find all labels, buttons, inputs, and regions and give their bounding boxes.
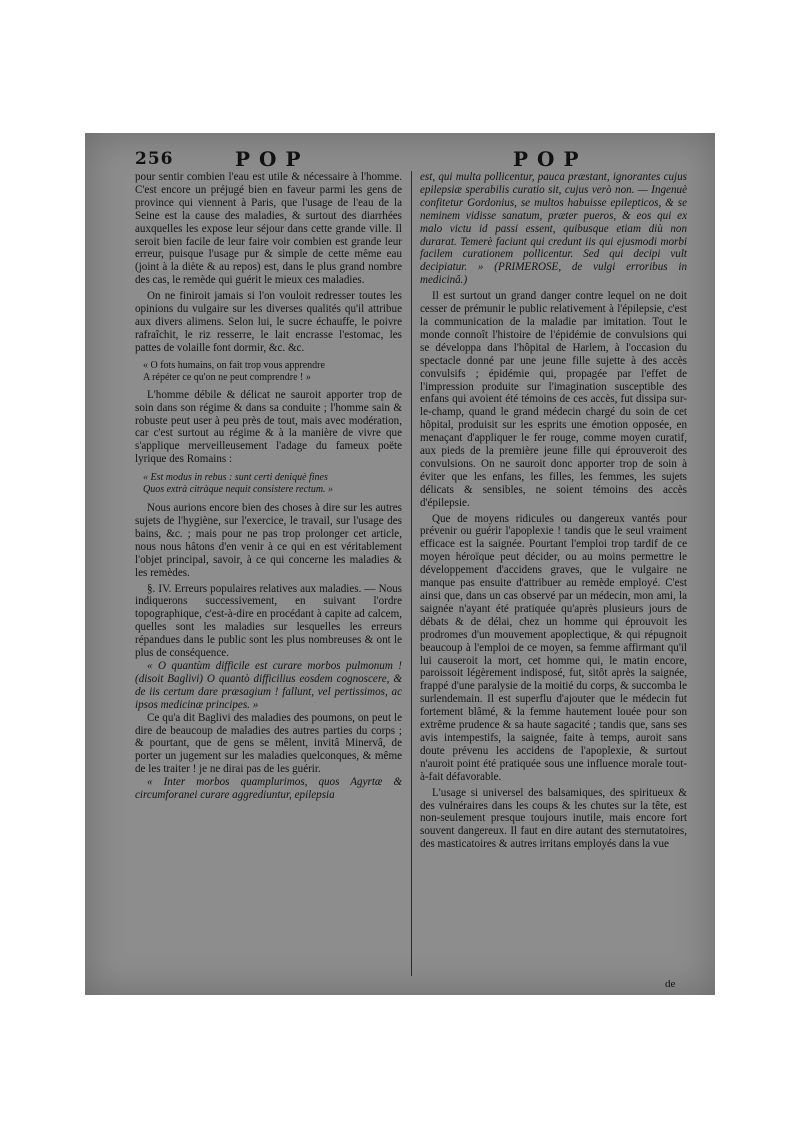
right-column bbox=[420, 171, 687, 851]
verse-line: « O fots humains, on fait trop vous apprendre bbox=[143, 359, 325, 371]
paragraph: Que de moyens ridicules ou dangereux vantés pour prévenir ou guérir l'apoplexie ! tandis que le seul vraiment efficace est la saignée. Pourtant l'emploi trop tardif de ce moyen héroïque peut décider, ou au moins permettre le développement d'accidens graves, que le vulgaire ne manque pas ensuite d'attribuer au remède employé. C'est ainsi que, dans un cas observé par un médecin, mon ami, la saignée n'ayant été pratiquée qu'après plusieurs jours de débats & de délai, chez un homme qui éprouvoit les prodromes d'un mouvement apoplectique, & qui répugnoit beaucoup à l'emploi de ce moyen, sa femme affirmant qu'il lui causeroit la mort, cet homme qui, le matin encore, paroissoit légèrement indisposé, fut, sitôt après la saignée, frappé d'une paralysie de la moitié du corps, & succomba le surlendemain. Il est superflu d'ajouter que le médecin fut fortement blâmé, & la femme hautement louée pour son extrême prudence & sa haute sagacité ; tandis que, sans ses avis intempestifs, la saignée, faite à temps, auroit sans doute prévenu les accidens de l'apoplexie, & surtout n'auroit point été pratiquée sous une influence morale tout-à-fait défavorable. bbox=[420, 512, 687, 783]
verse-line: Quos extrà citràque nequit consistere rectum. » bbox=[143, 484, 334, 496]
paragraph: pour sentir combien l'eau est utile & nécessaire à l'homme. C'est encore un préjugé bien en faveur parmi les gens de province qui viennent à Paris, que l'usage de l'eau de la Seine est la cause des maladies, & surtout des diarrhées auxquelles les expose leur séjour dans cette grande ville. Il seroit bien facile de leur faire voir combien est grande leur erreur, puisque l'usage pur & simple de cette même eau (joint à la diète & au repos) est, dans le plus grand nombre des cas, le remède qui guérit le mieux ces maladies. bbox=[135, 171, 402, 287]
verse-quote bbox=[143, 472, 402, 496]
paragraph: L'homme débile & délicat ne sauroit apporter trop de soin dans son régime & dans sa conduite ; l'homme sain & robuste peut user à peu près de tout, mais avec modération, car c'est surtout au régime & à la manière de vivre que s'applique merveilleusement l'adage du fameux poëte lyrique des Romains : bbox=[135, 388, 402, 466]
paragraph: On ne finiroit jamais si l'on vouloit redresser toutes les opinions du vulgaire sur les diverses qualités qu'il attribue aux divers alimens. Selon lui, le sucre échauffe, le poivre rafraîchit, le riz resserre, le lait encrasse l'estomac, les pattes de volaille font dormir, &c. &c. bbox=[135, 290, 402, 354]
verse-line: « Est modus in rebus : sunt certi deniquè fines bbox=[143, 472, 328, 484]
latin-quote: « O quantùm difficile est curare morbos pulmonum ! (disoit Baglivi) O quantò difficilius eosdem cognoscere, & de iis certum dare præsagium ! fallunt, vel pertissimos, ac ipsos medicinæ principes. » bbox=[135, 660, 402, 711]
catchword: de bbox=[665, 978, 676, 990]
left-column bbox=[135, 171, 402, 802]
column-divider bbox=[411, 171, 412, 976]
paragraph: Nous aurions encore bien des choses à dire sur les autres sujets de l'hygiène, sur l'exercice, le travail, sur l'usage des bains, &c. ; mais pour ne pas trop prolonger cet article, nous nous hâtons d'en venir à ce qui en est véritablement l'objet principal, savoir, à ce qui concerne les maladies & les remèdes. bbox=[135, 502, 402, 579]
verse-quote bbox=[143, 360, 402, 384]
latin-quote: est, qui multa pollicentur, pauca præstant, ignorantes cujus epilepsiæ sperabilis curatio sit, cujus verò non. — Ingenuè confitetur Gordonius, se multos habuisse epilepticos, & se neminem vidisse sanatum, præter pueros, & eos qui ex malo victu id passi essent, quibusque etiam diù non durarat. Temerè faciunt qui credunt iis qui ejusmodi morbi facilem curationem pollicentur. Sed qui decipi vult decipiatur. » (PRIMEROSE, de vulgi erroribus in medicinâ.) bbox=[420, 171, 687, 287]
section-heading-paragraph: §. IV. Erreurs populaires relatives aux maladies. — Nous indiquerons successivement, en suivant l'ordre topographique, c'est-à-dire en procédant à capite ad calcem, quelles sont les maladies sur lesquelles les erreurs répandues dans le public sont les plus nombreuses & ont le plus de conséquence. bbox=[135, 582, 402, 660]
paragraph: Il est surtout un grand danger contre lequel on ne doit cesser de prémunir le public relativement à l'épilepsie, c'est la communication de la maladie par imitation. Tout le monde connoît l'histoire de l'épidémie de convulsions qui se développa dans l'hôpital de Harlem, à l'occasion du spectacle donné par une jeune fille sujette à des accès convulsifs ; épidémie qui, propagée par l'effet de l'impression produite sur l'imagination susceptible des enfans qui avoient été témoins de ces accès, fut dissipa sur-le-champ, quand le grand médecin chargé du soin de cet hôpital, produisit sur les esprits une émotion opposée, en menaçant d'appliquer le fer rouge, comme moyen curatif, aux pieds de la première jeune fille qui éprouveroit des convulsions. On ne sauroit donc apporter trop de soin à éviter que les enfans, les filles, les femmes, les sujets délicats & sensibles, ne soient témoins des accès d'épilepsie. bbox=[420, 290, 687, 509]
page-number: 256 bbox=[135, 149, 174, 169]
verse-line: A répéter ce qu'on ne peut comprendre ! » bbox=[143, 371, 311, 383]
running-head-right: POP bbox=[513, 147, 588, 171]
scanned-page bbox=[85, 133, 715, 995]
paragraph: L'usage si universel des balsamiques, des spiritueux & des vulnéraires dans les coups & les chutes sur la tête, est non-seulement presque toujours inutile, mais encore fort souvent dangereux. Il faut en dire autant des sternutatoires, des masticatoires & autres irritans employés dans la vue bbox=[420, 786, 687, 851]
running-head-left: POP bbox=[235, 147, 310, 171]
latin-quote: « Inter morbos quamplurimos, quos Agyrtæ & circumforanei curare aggrediuntur, epilepsia bbox=[135, 776, 402, 802]
paragraph: Ce qu'a dit Baglivi des maladies des poumons, on peut le dire de beaucoup de maladies des autres parties du corps ; & pourtant, que de gens se mêlent, invitâ Minervâ, de porter un jugement sur les maladies quelconques, & même de les traiter ! je ne dirai pas de les guérir. bbox=[135, 711, 402, 776]
